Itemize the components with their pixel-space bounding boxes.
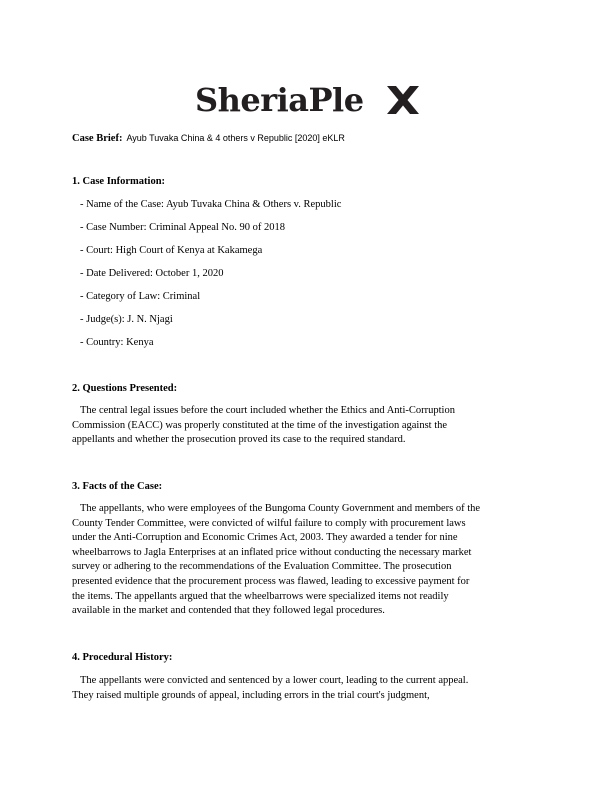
case-information-heading: 1. Case Information: [72, 176, 166, 187]
judges-item: - Judge(s): J. N. Njagi [80, 314, 173, 325]
paragraph-line: appellants and whether the prosecution proved its case to the required standard. [72, 434, 406, 446]
paragraph-line: County Tender Committee, were convicted of wilful failure to comply with procurement laws [72, 517, 466, 529]
case-name-item: - Name of the Case: Ayub Tuvaka China & Others v. Republic [80, 199, 342, 210]
country-item: - Country: Kenya [80, 337, 154, 348]
procedural-history-heading: 4. Procedural History: [72, 652, 173, 663]
paragraph-line: available in the market and contended that they followed legal procedures. [72, 605, 385, 617]
logo-wordmark: SheriaPle [195, 81, 364, 119]
court-item: - Court: High Court of Kenya at Kakamega [80, 245, 263, 256]
questions-presented-heading: 2. Questions Presented: [72, 383, 178, 394]
procedural-paragraph [72, 674, 544, 703]
case-number-item: - Case Number: Criminal Appeal No. 90 of 2018 [80, 222, 286, 233]
paragraph-line: survey or adhering to the recommendations of the Evaluation Committee. The prosecution [72, 561, 452, 573]
date-delivered-item: - Date Delivered: October 1, 2020 [80, 268, 224, 279]
questions-paragraph [72, 404, 544, 448]
paragraph-line: The appellants were convicted and sentenced by a lower court, leading to the current appeal. [80, 675, 469, 686]
paragraph-line: presented evidence that the procurement process was flawed, leading to excessive payment for [72, 575, 470, 587]
paragraph-line: Commission (EACC) was properly constituted at the time of the investigation against the [72, 419, 448, 431]
paragraph-line: The appellants, who were employees of the Bungoma County Government and members of the [80, 503, 481, 514]
logo-x-mark-icon [385, 82, 421, 118]
facts-heading: 3. Facts of the Case: [72, 481, 163, 492]
paragraph-line: under the Anti-Corruption and Economic Crimes Act, 2003. They awarded a tender for nine [72, 532, 458, 544]
paragraph-line: wheelbarrows to Jagla Enterprises at an inflated price without conducting the necessary market [72, 546, 472, 558]
paragraph-line: the items. The appellants argued that the wheelbarrows were specialized items not readily [72, 590, 449, 602]
paragraph-line: The central legal issues before the court included whether the Ethics and Anti-Corruption [80, 405, 455, 416]
case-brief-label: Case Brief: [72, 133, 123, 144]
case-brief-line [72, 128, 345, 146]
paragraph-line: They raised multiple grounds of appeal, including errors in the trial court's judgment, [72, 689, 430, 701]
facts-paragraph [72, 502, 544, 619]
sheriaplex-logo [195, 78, 420, 122]
case-brief-title: Ayub Tuvaka China & 4 others v Republic [2020] eKLR [126, 133, 345, 143]
category-item: - Category of Law: Criminal [80, 291, 201, 302]
